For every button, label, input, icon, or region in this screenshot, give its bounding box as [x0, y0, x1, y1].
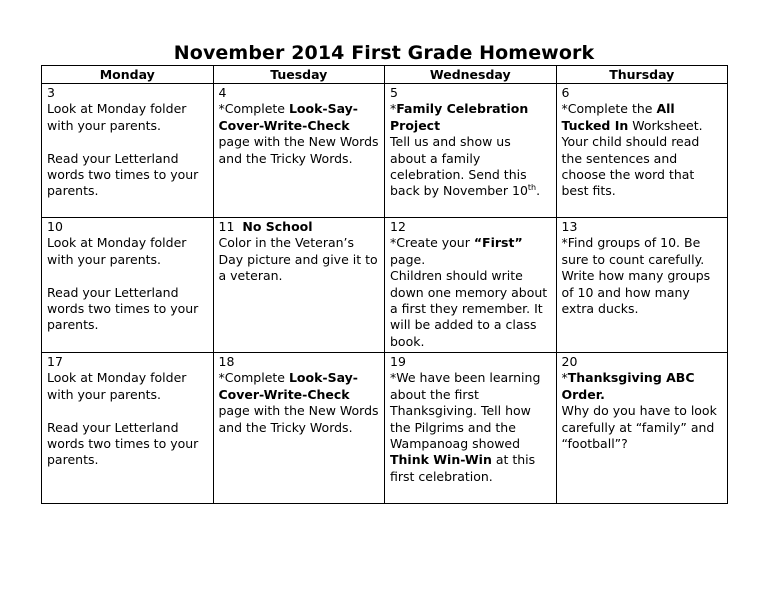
date-number: 12: [390, 219, 406, 234]
assignment-text: *Create your: [390, 235, 474, 251]
header-monday: Monday: [42, 66, 214, 84]
week-row-3: [42, 353, 728, 504]
assignment-text: Look at Monday folder with your parents.: [47, 370, 187, 402]
day-cell-20: [556, 353, 728, 504]
page-title: November 2014 First Grade Homework: [173, 42, 595, 64]
ordinal-suffix: th: [527, 183, 537, 193]
date-number: 17: [47, 354, 63, 369]
assignment-text: Read your Letterland words two times to your parents.: [47, 150, 199, 199]
assignment-text: Why do you have to look carefully at “family” and “football”?: [561, 403, 717, 452]
assignment-text: Worksheet. Your child should read the sentences and choose the word that best fits.: [561, 117, 703, 199]
date-number: 18: [218, 354, 235, 369]
assignment-text: *Complete: [218, 101, 289, 117]
week-row-1: [42, 84, 728, 218]
assignment-highlight: All Tucked In: [561, 101, 675, 133]
day-cell-4: [213, 84, 385, 218]
assignment-text: page with the New Words and the Tricky Words.: [218, 403, 379, 435]
date-number: 3: [47, 85, 55, 100]
day-cell-5: [385, 84, 557, 218]
assignment-text: .: [536, 183, 541, 199]
date-number: 5: [390, 85, 398, 100]
assignment-text: *Complete the: [561, 101, 657, 117]
date-number: 13: [561, 219, 578, 234]
header-tuesday: Tuesday: [213, 66, 385, 84]
week-row-2: [42, 218, 728, 353]
date-number: 20: [561, 354, 578, 369]
assignment-text: Color in the Veteran’s Day picture and give it to a veteran.: [218, 235, 378, 284]
header-wednesday: Wednesday: [385, 66, 557, 84]
assignment-text: Read your Letterland words two times to your parents.: [47, 284, 199, 333]
day-cell-19: [385, 353, 557, 504]
day-cell-10: [42, 218, 214, 353]
date-number: 19: [390, 354, 406, 369]
assignment-text: Children should write down one memory about a first they remember. It will be added to a class book.: [390, 268, 548, 349]
assignment-text: page.: [390, 251, 426, 267]
assignment-text: Look at Monday folder with your parents.: [47, 101, 187, 133]
date-number: 11: [218, 219, 235, 234]
date-number: 4: [218, 85, 227, 100]
assignment-text: *Complete: [218, 370, 289, 386]
assignment-text: page with the New Words and the Tricky Words.: [218, 134, 379, 166]
assignment-text: *: [561, 370, 568, 386]
day-cell-17: [42, 353, 214, 504]
no-school-label: No School: [242, 219, 313, 234]
day-cell-18: [213, 353, 385, 504]
header-thursday: Thursday: [556, 66, 728, 84]
day-cell-11: [213, 218, 385, 353]
assignment-highlight: Look-Say-Cover-Write-Check: [218, 370, 358, 402]
assignment-highlight: Thanksgiving ABC Order.: [561, 370, 695, 402]
assignment-text: *: [390, 101, 397, 117]
assignment-text: Tell us and show us about a family celebration. Send this back by November 10: [390, 134, 528, 199]
day-cell-12: [385, 218, 557, 353]
assignment-highlight: Family Celebration Project: [390, 101, 529, 133]
assignment-text: Read your Letterland words two times to your parents.: [47, 419, 199, 468]
day-cell-13: [556, 218, 728, 353]
assignment-text: *Find groups of 10. Be sure to count carefully. Write how many groups of 10 and how many extra ducks.: [561, 235, 711, 317]
assignment-text: *We have been learning about the first Thanksgiving. Tell how the Pilgrims and the Wampanoag showed: [390, 370, 541, 452]
assignment-highlight: “First”: [473, 235, 523, 251]
assignment-highlight: Look-Say-Cover-Write-Check: [218, 101, 358, 133]
homework-calendar: [41, 65, 728, 504]
weekday-header-row: [42, 66, 728, 84]
day-cell-3: [42, 84, 214, 218]
day-cell-6: [556, 84, 728, 218]
assignment-text: at this first celebration.: [390, 452, 536, 484]
date-number: 10: [47, 219, 63, 234]
assignment-text: Look at Monday folder with your parents.: [47, 235, 187, 267]
date-number: 6: [561, 85, 570, 100]
assignment-highlight: Think Win-Win: [390, 452, 492, 468]
